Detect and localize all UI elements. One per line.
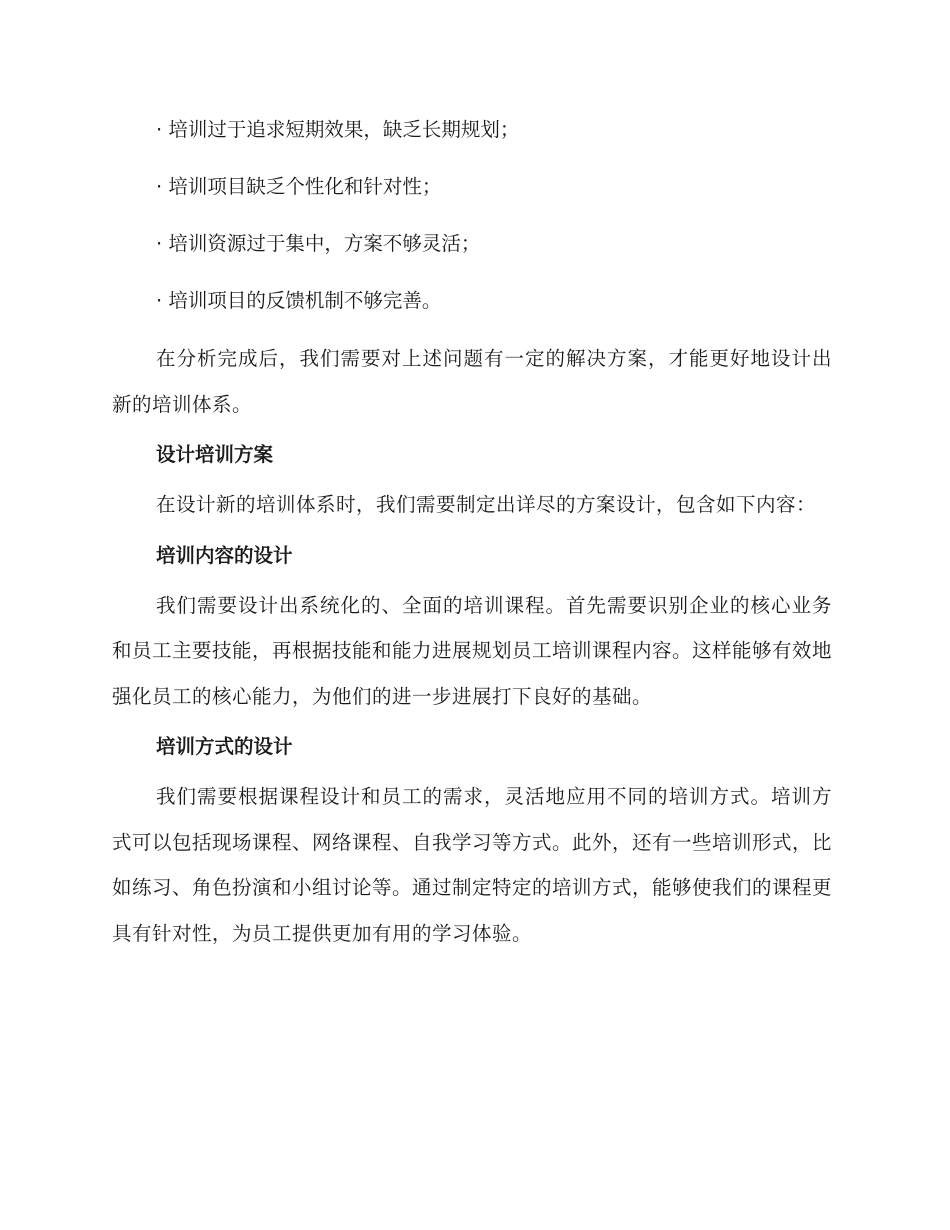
bullet-item: · 培训项目缺乏个性化和针对性； <box>156 175 442 198</box>
paragraph-after-analysis: 在分析完成后，我们需要对上述问题有一定的解决方案，才能更好地设计出新的培训体系。 <box>112 347 832 416</box>
paragraph-method-design: 我们需要根据课程设计和员工的需求，灵活地应用不同的培训方式。培训方式可以包括现场课程、网络课程、自我学习等方式。此外，还有一些培训形式，比如练习、角色扮演和小组讨论等。通过制定特定的培训方式，能够使我们的课程更具有针对性，为员工提供更加有用的学习体验。 <box>112 785 833 945</box>
heading-method-design: 培训方式的设计 <box>156 735 293 758</box>
paragraph-design-plan: 在设计新的培训体系时，我们需要制定出详尽的方案设计，包含如下内容： <box>156 493 817 516</box>
bullet-item: · 培训过于追求短期效果，缺乏长期规划； <box>156 118 520 141</box>
paragraph-content-design: 我们需要设计出系统化的、全面的培训课程。首先需要识别企业的核心业务和员工主要技能，再根据技能和能力进展规划员工培训课程内容。这样能够有效地强化员工的核心能力，为他们的进一步进展打下良好的基础。 <box>112 593 833 708</box>
bullet-item: · 培训项目的反馈机制不够完善。 <box>156 289 442 312</box>
bullet-item: · 培训资源过于集中，方案不够灵活； <box>156 232 481 255</box>
heading-content-design: 培训内容的设计 <box>156 543 293 567</box>
heading-design-plan: 设计培训方案 <box>156 443 274 466</box>
document-page <box>112 112 832 966</box>
